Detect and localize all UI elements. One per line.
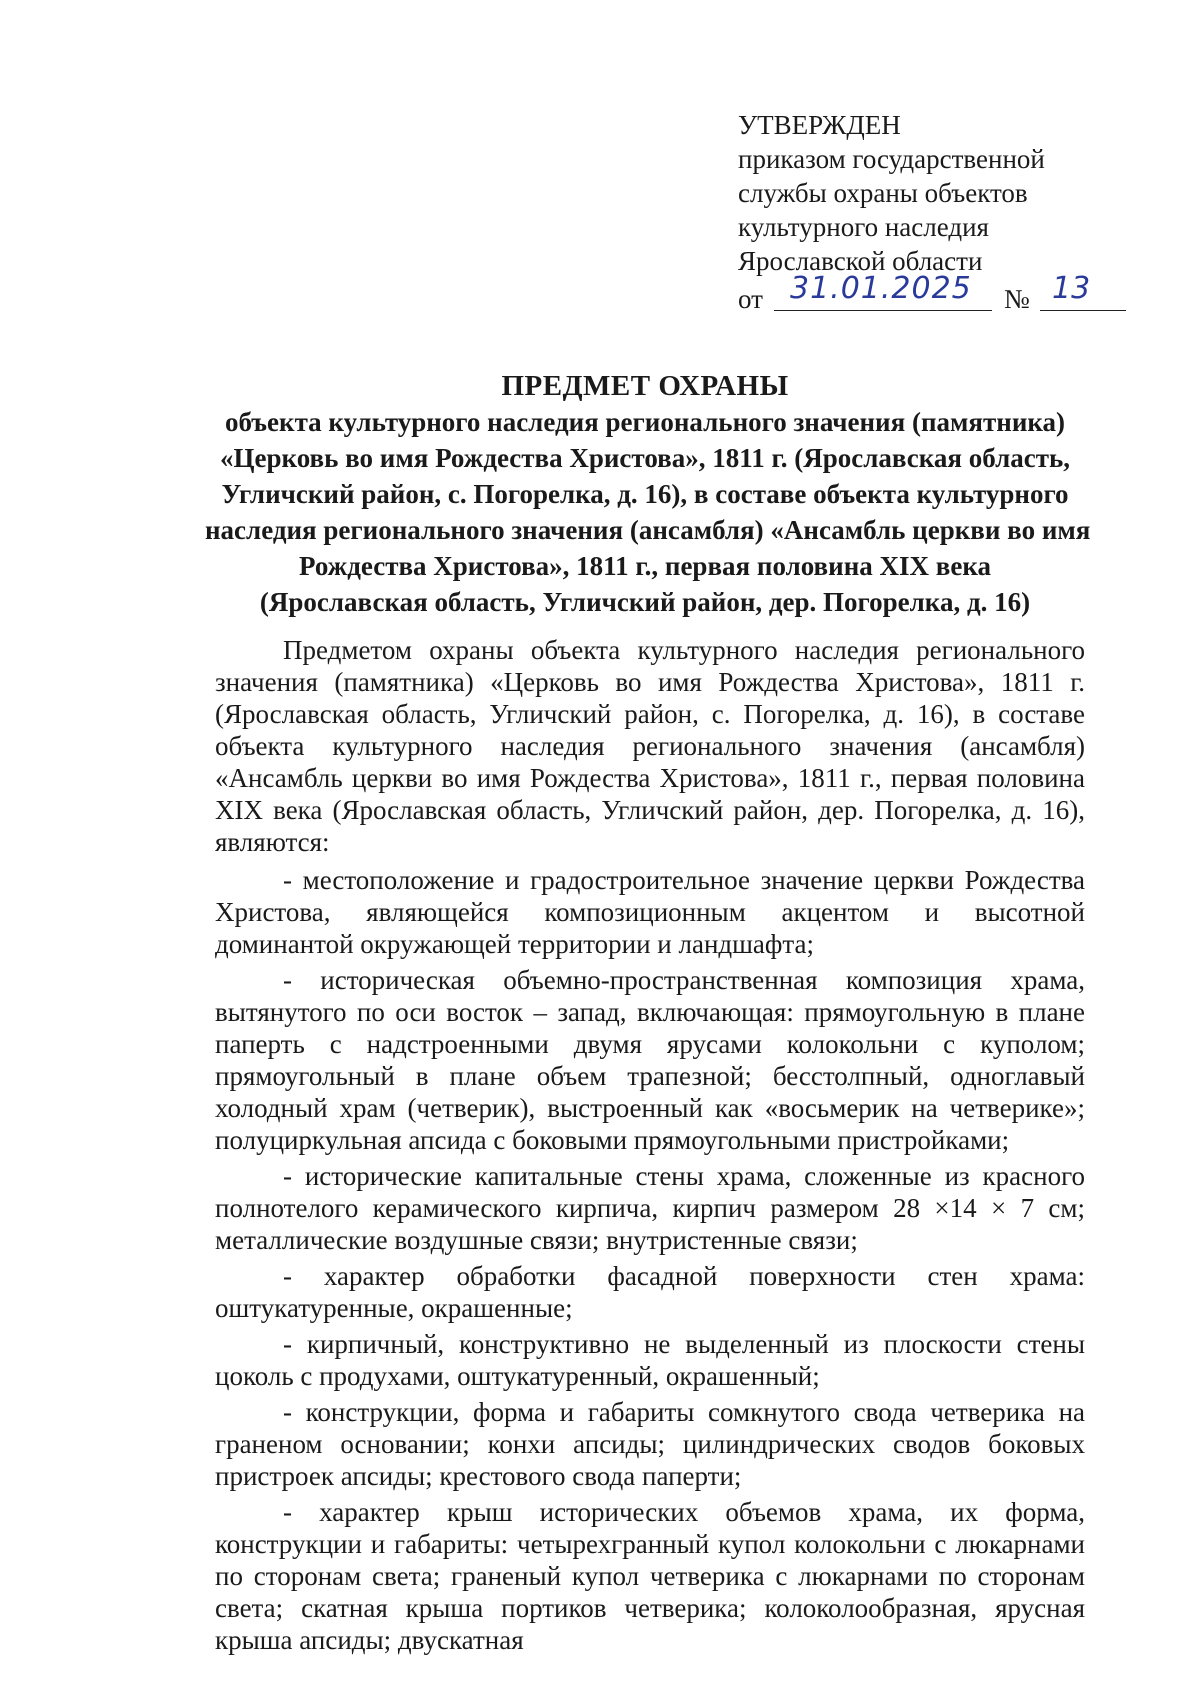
list-item: - историческая объемно-пространственная композиция храма, вытянутого по оси восток – запад, включающая: прямоугольную в плане паперть с надстроенными двумя ярусами колокольни с куполом; прямоугольный в плане объем трапезной; бесстолпный, одноглавый холодный храм (четверик), выстроенный как «восьмерик на четверике»; полуциркульная апсида с боковыми прямоугольными пристройками; [215,965,1085,1155]
intro-paragraph: Предметом охраны объекта культурного наследия регионального значения (памятника) «Церковь во имя Рождества Христова», 1811 г. (Ярославская область, Угличский район, с. Погорелка, д. 16), в составе объекта культурного наследия регионального значения (ансамбля) «Ансамбль церкви во имя Рождества Христова», 1811 г., первая половина XIX века (Ярославская область, Угличский район, дер. Погорелка, д. 16), являются: [215,635,1085,857]
list-item: - характер обработки фасадной поверхности стен храма: оштукатуренные, окрашенные; [215,1261,1085,1323]
handwritten-date: 31.01.2025 [790,271,972,306]
list-item: - исторические капитальные стены храма, сложенные из красного полнотелого керамического кирпича, кирпич размером 28 ×14 × 7 см; металлические воздушные связи; внутристенные связи; [215,1161,1085,1255]
document-body [215,634,1085,1660]
list-item: - местоположение и градостроительное значение церкви Рождества Христова, являющейся композиционным акцентом и высотной доминантой окружающей территории и ландшафта; [215,865,1085,959]
list-item: - конструкции, форма и габариты сомкнутого свода четверика на граненом основании; конхи апсиды; цилиндрических сводов боковых пристроек апсиды; крестового свода паперти; [215,1397,1085,1491]
number-field [1040,271,1126,311]
date-field [774,271,992,311]
approval-line: Ярославской области [738,246,983,276]
document-heading [205,368,1091,620]
approval-stamp [738,108,1138,318]
document-title: ПРЕДМЕТ ОХРАНЫ [501,370,789,402]
heading-line: наследия регионального значения (ансамбля) «Ансамбль церкви во имя [205,515,1091,545]
heading-line: Угличский район, с. Погорелка, д. 16), в составе объекта культурного [221,479,1069,509]
heading-line: (Ярославская область, Угличский район, дер. Погорелка, д. 16) [259,587,1031,617]
approval-line: культурного наследия [738,212,989,242]
approval-date-line [738,271,1138,318]
heading-line: Рождества Христова», 1811 г., первая половина XIX века [299,551,991,581]
heading-line: объекта культурного наследия регионального значения (памятника) [224,407,1066,437]
number-sign: № [1004,284,1030,314]
handwritten-number: 13 [1052,271,1091,306]
approval-line: приказом государственной [738,144,1045,174]
approval-title: УТВЕРЖДЕН [738,110,901,140]
list-item: - кирпичный, конструктивно не выделенный из плоскости стены цоколь с продухами, оштукатуренный, окрашенный; [215,1329,1085,1391]
approval-line: службы охраны объектов [738,178,1028,208]
heading-line: «Церковь во имя Рождества Христова», 1811 г. (Ярославская область, [220,443,1070,473]
list-item: - характер крыш исторических объемов храма, их форма, конструкции и габариты: четырехгранный купол колокольни с люкарнами по сторонам света; граненый купол четверика с люкарнами по сторонам света; скатная крыша портиков четверика; колоколообразная, ярусная крыша апсиды; двускатная [215,1497,1085,1655]
date-prefix: от [738,284,763,314]
